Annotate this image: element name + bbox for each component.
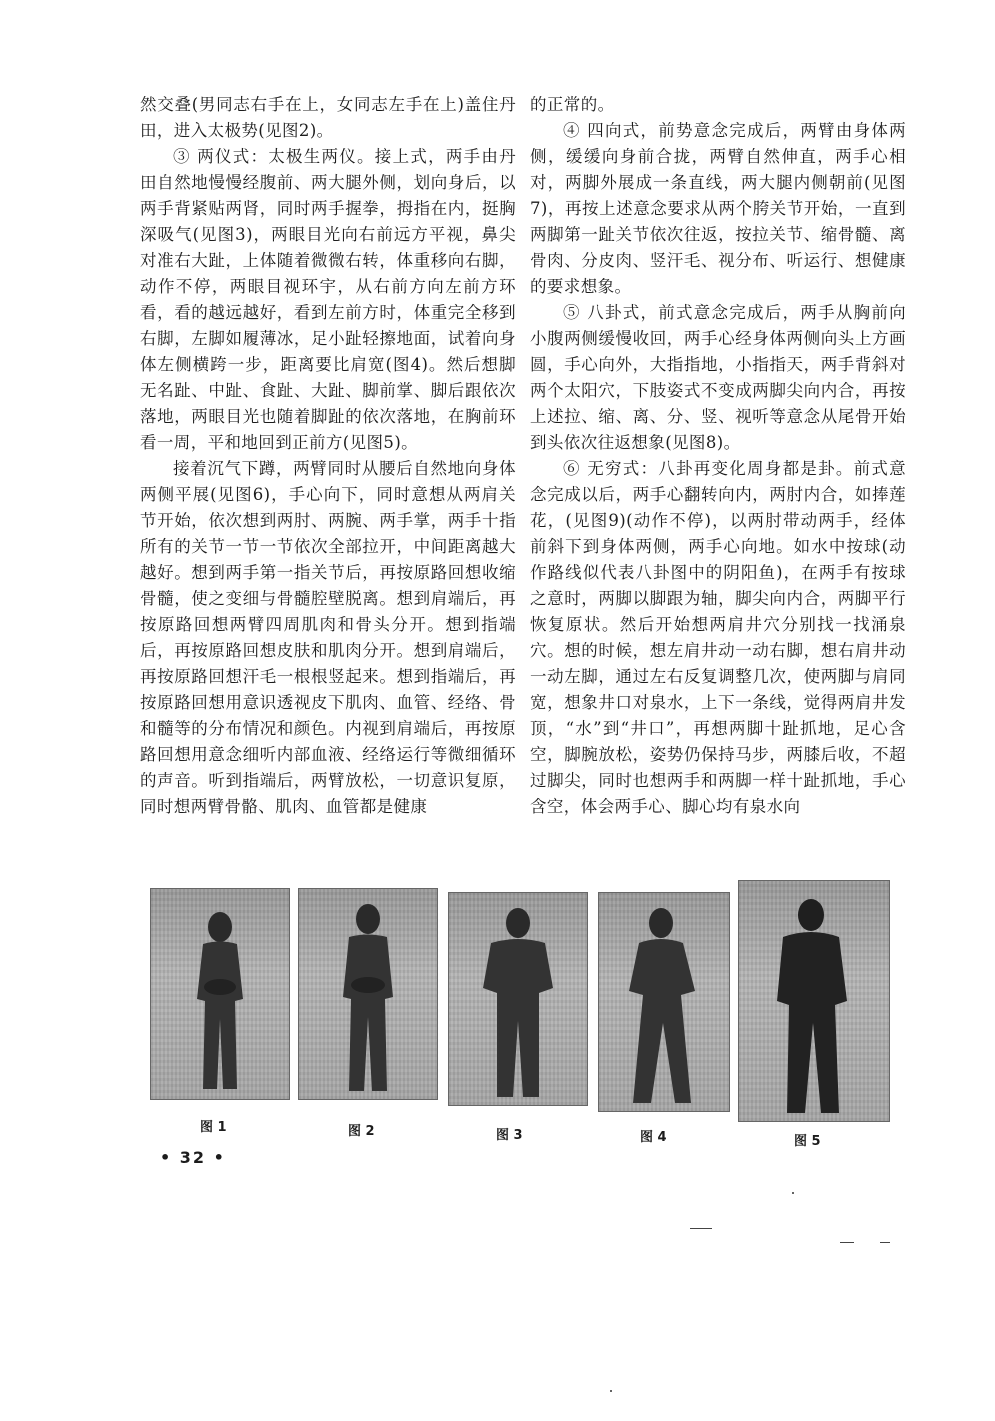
paragraph: 接着沉气下蹲，两臂同时从腰后自然地向身体两侧平展(见图6)，手心向下，同时意想从两肩关节开始，依次想到两肘、两腕、两手掌，两手十指所有的关节一节一节依次全部拉开，中间距离越大越好。想到两手第一指关节后，再按原路回想收缩骨髓，使之变细与骨髓腔壁脱离。想到肩端后，再按原路回想两臂四周肌肉和骨头分开。想到指端后，再按原路回想皮肤和肌肉分开。想到肩端后，再按原路回想汗毛一根根竖起来。想到指端后，再按原路回想用意识透视皮下肌肉、血管、经络、骨和髓等的分布情况和颜色。内视到肩端后，再按原路回想用意念细听内部血液、经络运行等微细循环的声音。听到指端后，两臂放松，一切意识复原，同时想两臂骨骼、肌肉、血管都是健康 bbox=[140, 459, 516, 816]
figure-photo bbox=[448, 892, 588, 1106]
person-silhouette bbox=[739, 881, 889, 1121]
figure-caption: 图 4 bbox=[640, 1130, 667, 1145]
figure-photo bbox=[738, 880, 890, 1122]
scan-speck bbox=[840, 1242, 854, 1243]
figure-4 bbox=[598, 892, 730, 1145]
paragraph: ③ 两仪式：太极生两仪。接上式，两手由丹田自然地慢慢经腹前、两大腿外侧，划向身后，以两手背紧贴两肾，同时两手握拳，拇指在内，挺胸深吸气(见图3)，两眼目光向右前远方平视，鼻尖对准右大趾，上体随着微微右转，体重移向右脚，动作不停，两眼目视环宇，从右前方向左前方环看，看的越远越好，看到左前方时，体重完全移到右脚，左脚如履薄冰，足小趾轻擦地面，试着向身体左侧横跨一步，距离要比肩宽(图4)。然后想脚无名趾、中趾、食趾、大趾、脚前掌、脚后跟依次落地，两眼目光也随着脚趾的依次落地，在胸前环看一周，平和地回到正前方(见图5)。 bbox=[140, 147, 516, 452]
scan-speck bbox=[792, 1192, 794, 1194]
person-silhouette bbox=[151, 889, 289, 1099]
figure-caption: 图 1 bbox=[200, 1120, 227, 1135]
figure-caption: 图 3 bbox=[496, 1128, 523, 1143]
left-text-column bbox=[140, 92, 516, 820]
person-silhouette bbox=[299, 889, 437, 1099]
figure-strip bbox=[150, 880, 890, 1150]
figure-2 bbox=[298, 888, 438, 1139]
figure-caption: 图 2 bbox=[348, 1124, 375, 1139]
figure-3 bbox=[448, 892, 588, 1143]
page-number: • 32 • bbox=[160, 1148, 226, 1167]
figure-caption: 图 5 bbox=[794, 1134, 821, 1149]
paragraph: 的正常的。 bbox=[530, 95, 615, 114]
paragraph: ⑤ 八卦式，前式意念完成后，两手从胸前向小腹两侧缓慢收回，两手心经身体两侧向头上方画圆，手心向外，大指指地，小指指天，两手背斜对两个太阳穴，下肢姿式不变成两脚尖向内合，再按上述拉、缩、离、分、竖、视听等意念从尾骨开始到头依次往返想象(见图8)。 bbox=[530, 303, 906, 452]
figure-photo bbox=[598, 892, 730, 1112]
figure-photo bbox=[150, 888, 290, 1100]
paragraph: 然交叠(男同志右手在上，女同志左手在上)盖住丹田，进入太极势(见图2)。 bbox=[140, 95, 516, 140]
scan-speck bbox=[690, 1228, 712, 1229]
figure-photo bbox=[298, 888, 438, 1100]
scan-speck bbox=[880, 1242, 890, 1243]
figure-5 bbox=[738, 880, 890, 1149]
paragraph: ④ 四向式，前势意念完成后，两臂由身体两侧，缓缓向身前合拢，两臂自然伸直，两手心相对，两脚外展成一条直线，两大腿内侧朝前(见图7)，再按上述意念要求从两个胯关节开始，一直到两脚第一趾关节依次往返，按拉关节、缩骨髓、离骨肉、分皮肉、竖汗毛、视分布、听运行、想健康的要求想象。 bbox=[530, 121, 906, 296]
paragraph: ⑥ 无穷式：八卦再变化周身都是卦。前式意念完成以后，两手心翻转向内，两肘内合，如捧莲花，(见图9)(动作不停)，以两肘带动两手，经体前斜下到身体两侧，两手心向地。如水中按球(动作路线似代表八卦图中的阴阳鱼)，在两手有按球之意时，两脚以脚跟为轴，脚尖向内合，两脚平行恢复原状。然后开始想两肩井穴分别找一找涌泉穴。想的时候，想左肩井动一动右脚，想右肩井动一动左脚，通过左右反复调整几次，使两脚与肩同宽，想象井口对泉水，上下一条线，觉得两肩井发顶，“水”到“井口”，再想两脚十趾抓地，足心含空，脚腕放松，姿势仍保持马步，两膝后收，不超过脚尖，同时也想两手和两脚一样十趾抓地，手心含空，体会两手心、脚心均有泉水向 bbox=[530, 459, 906, 816]
right-text-column bbox=[530, 92, 906, 820]
person-silhouette bbox=[599, 893, 729, 1111]
figure-1 bbox=[150, 888, 290, 1135]
scan-speck bbox=[610, 1390, 612, 1392]
person-silhouette bbox=[449, 893, 587, 1105]
